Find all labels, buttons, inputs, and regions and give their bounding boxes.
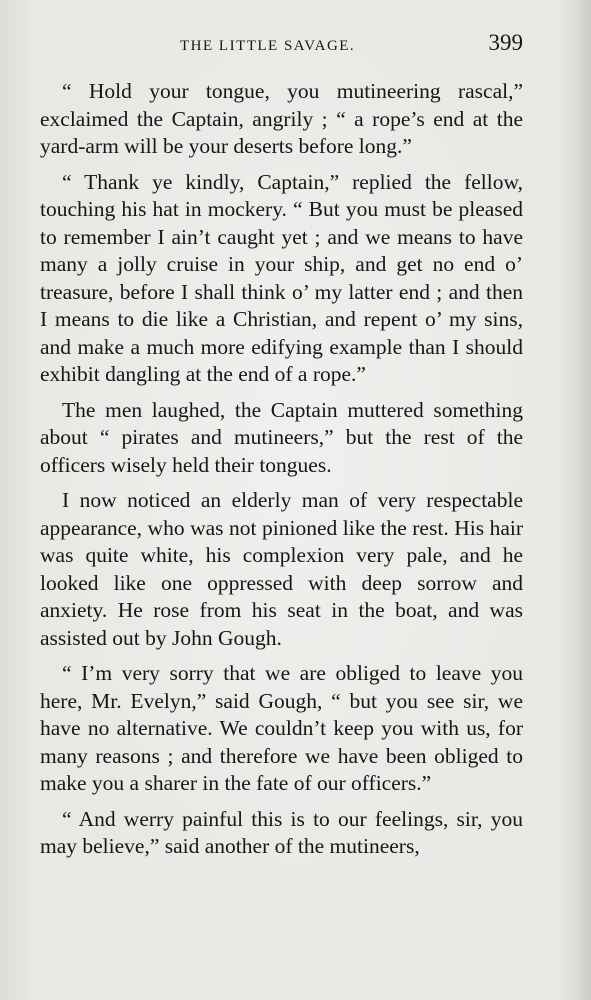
paragraph: “ I’m very sorry that we are obliged to leave you here, Mr. Evelyn,” said Gough, “ but you see sir, we have no alternative. We couldn’t keep you with us, for many reasons ; and therefore we have been obliged to make you a sharer in the fate of our officers.” (40, 661, 523, 795)
paragraph: The men laughed, the Captain muttered something about “ pirates and mutineers,” but the rest of the officers wisely held their tongues. (40, 397, 523, 477)
paragraph: “ Thank ye kindly, Captain,” replied the fellow, touching his hat in mockery. “ But you must be pleased to remember I ain’t caught yet ; and we means to have many a jolly cruise in your ship, and get no end o’ treasure, before I shall think o’ my latter end ; and then I means to die like a Christian, and repent o’ my sins, and make a much more edifying example than I should exhibit dangling at the end of a rope.” (40, 169, 523, 386)
paragraph: “ Hold your tongue, you mutineering rascal,” exclaimed the Captain, angrily ; “ a rope’s end at the yard-arm will be your deserts before long.” (40, 79, 523, 158)
page-body (40, 78, 523, 861)
paragraph: “ And werry painful this is to our feelings, sir, you may believe,” said another of the mutineers, (40, 806, 523, 858)
running-title: THE LITTLE SAVAGE. (180, 38, 356, 54)
page-header (40, 30, 523, 66)
paragraph: I now noticed an elderly man of very respectable appearance, who was not pinioned like the rest. His hair was quite white, his complexion very pale, and he looked like one oppressed with deep sorrow and anxiety. He rose from his seat in the boat, and was assisted out by John Gough. (40, 488, 523, 650)
page-number: 399 (488, 30, 523, 55)
page-edge-shadow (573, 0, 591, 1000)
